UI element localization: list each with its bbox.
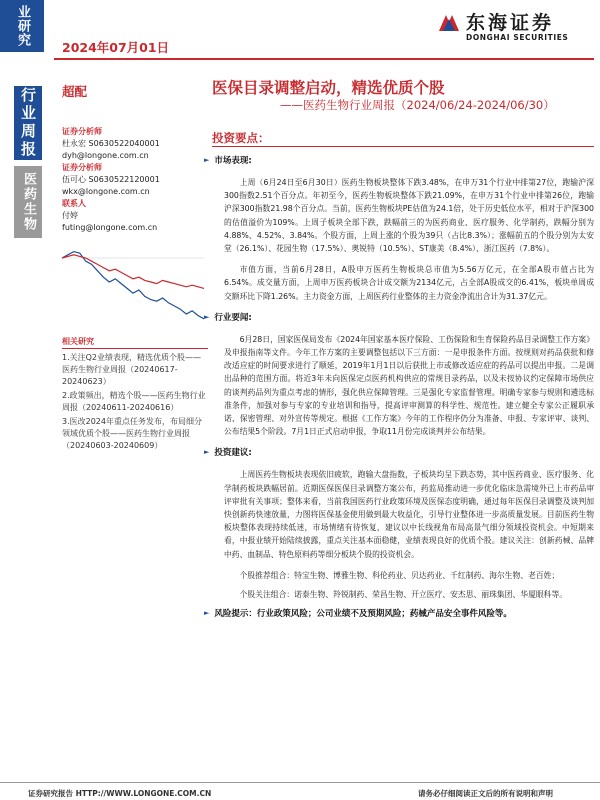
analyst-name: 伍可心 S0630522120001 <box>62 175 160 184</box>
market-heading-text: 市场表现: <box>214 156 252 166</box>
header-divider <box>54 58 594 60</box>
bullet-triangle-icon: ► <box>204 609 210 618</box>
footer-divider <box>0 782 600 783</box>
related-item[interactable]: 2.政策频出，精选个股——医药生物行业周报（20240611-20240616） <box>62 391 206 412</box>
report-title: 医保目录调整启动，精选优质个股 <box>212 79 445 97</box>
related-item[interactable]: 1.关注Q2业绩表现，精选优质个股——医药生物行业周报（20240617-20240623） <box>62 353 202 386</box>
risk-heading <box>204 607 594 619</box>
bullet-triangle-icon: ► <box>204 312 210 321</box>
chart-series-line-1 <box>62 255 204 289</box>
section-divider <box>212 146 594 147</box>
section-heading: 投资要点： <box>212 131 270 145</box>
brand-logo <box>436 8 586 44</box>
brand-name-en: DONGHAI SECURITIES <box>466 33 569 42</box>
advice-heading <box>204 446 594 458</box>
chart-series-line-0 <box>62 252 204 319</box>
related-research <box>62 336 210 457</box>
analyst-email[interactable]: dyh@longone.com.cn <box>62 151 149 160</box>
brand-name-cn: 东海证券 <box>466 12 555 34</box>
market-paragraph: 上周（6月24日至6月30日）医药生物板块整体下跌3.48%，在申万31个行业中排第27位，跑输沪深300指数2.51个百分点。年初至今，医药生物板块整体下跌21.09%，在申万31个行业中排第26位，跑输沪深300指数21.98个百分点。当前，医药生物板块PE估值为24.1倍，处于历史低位水平，相对于沪深300的估值溢价为109%。上周子板块全部下跌，跌幅前三的为医药商业、医疗服务、化学制药，跌幅分别为4.88%、4.52%、3.84%。个股方面，上周上涨的个股为39只（占比8.3%）；涨幅前五的个股分别为太安堂（26.1%）、花园生物（17.5%）、奥锐特（10.5%）、ST康美（8.4%）、浙江医药（7.8%）。 <box>224 178 594 254</box>
watch-portfolio: 个股关注组合：诺泰生物、羚锐制药、荣昌生物、开立医疗、安杰思、丽珠集团、华厦眼科等。 <box>239 590 568 600</box>
report-subtitle: ——医药生物行业周报（2024/06/24-2024/06/30） <box>280 98 555 112</box>
report-body <box>204 154 594 629</box>
analyst-name: 杜永宏 S0630522040001 <box>62 139 160 148</box>
recommend-portfolio: 个股推荐组合：特宝生物、博雅生物、科伦药业、贝达药业、千红制药、海尔生物、老百姓； <box>239 570 560 580</box>
analyst-label: 证券分析师 <box>62 163 102 172</box>
bullet-triangle-icon: ► <box>204 156 210 164</box>
industry-heading <box>204 311 594 323</box>
advice-paragraph: 上周医药生物板块表现依旧疲软，跑输大盘指数，子板块均呈下跌态势，其中医药商业、医疗服务、化学制药板块跌幅居前。近期医保医保目录调整方案公布，药监局推动进一步优化临床急需境外已上市药品审评审批有关事项；整体来看，当前我国医药行业政策环境及医保态度明确，通过每年医保目录调整及谈判加快创新药快速放量，力图将医保基金使用做到最大收益化，引导行业整体进一步高质量发展。目前医药生物板块整体表现持续低迷，市场情绪有待恢复，建议以中长线视角布局高景气细分领域投资机会。中短期来看，中报业绩开始陆续披露，重点关注基本面稳健，业绩表现良好的优质个股。建议关注：创新药械、品牌中药、血制品、特色原料药等细分板块个股的投资机会。 <box>224 470 594 559</box>
industry-heading-text: 行业要闻: <box>214 312 252 323</box>
related-title: 相关研究 <box>62 336 208 349</box>
analyst-label: 证券分析师 <box>62 127 102 136</box>
rating: 超配 <box>62 84 88 99</box>
analyst-block <box>62 126 212 234</box>
report-date: 2024年07月01日 <box>62 40 170 55</box>
footer-website[interactable]: 证券研究报告 HTTP://WWW.LONGONE.COM.CN <box>28 789 212 798</box>
report-type-tab: 业研究 <box>0 0 44 52</box>
advice-heading-text: 投资建议: <box>214 448 252 459</box>
footer-disclaimer: 请务必仔细阅读正文后的所有说明和声明 <box>418 789 553 798</box>
market-heading <box>204 154 594 166</box>
performance-chart <box>58 246 208 326</box>
bullet-triangle-icon: ► <box>204 448 210 457</box>
analyst-email[interactable]: wkx@longone.com.cn <box>62 187 150 196</box>
contact-email[interactable]: futing@longone.com.cn <box>62 223 158 232</box>
industry-paragraph: 6月28日，国家医保局发布《2024年国家基本医疗保险、工伤保险和生育保险药品目录调整工作方案》及申报指南等文件。今年工作方案的主要调整包括以下三方面：一是申报条件方面。按规则对药品获批和修改适应症的时间要求进行了顺延，2019年1月1日以后获批上市或修改适应症的药品可以提出申报。二是调出品种的范围方面。将近3年未向医保定点医药机构供应的常规目录药品，以及未按协议约定保障市场供应的谈判药品列为重点考虑的情形，强化供应保障管理。三是强化专家监督管理。明确专家参与规则和遴选标准条件，加强对参与专家的专业培训和指导，提高评审测算的科学性、规范性。建立健全专家公正履职承诺、保密管理、对外宣传等规定。根据《工作方案》今年的工作程序仍分为准备、申报、专家评审、谈判、公布结果5个阶段。7月1日正式启动申报，争取11月份完成谈判并公布结果。 <box>224 334 594 437</box>
risk-heading-text: 风险提示：行业政策风险；公司业绩不及预期风险；药械产品安全事件风险等。 <box>214 609 512 620</box>
market-paragraph: 市值方面，当前6月28日，A股申万医药生物板块总市值为5.56万亿元，在全部A股市值占比为6.54%。成交量方面，上周申万医药板块合计成交额为2134亿元，占全部A股成交的6.41%，板块单周成交额环比下降1.26%。主力资金方面，上周医药行业整体的主力资金净流出合计为31.37亿元。 <box>224 265 594 301</box>
contact-label: 联系人 <box>62 199 86 208</box>
industry-bar: 医药生物 <box>14 166 42 238</box>
report-category-bar: 行业周报 <box>14 86 42 160</box>
brand-mark-icon <box>436 10 462 36</box>
related-item[interactable]: 3.医改2024年重点任务发布，布局细分领域优质个股——医药生物行业周报（20240603-20240609） <box>62 417 202 450</box>
contact-name: 付婷 <box>62 211 78 220</box>
